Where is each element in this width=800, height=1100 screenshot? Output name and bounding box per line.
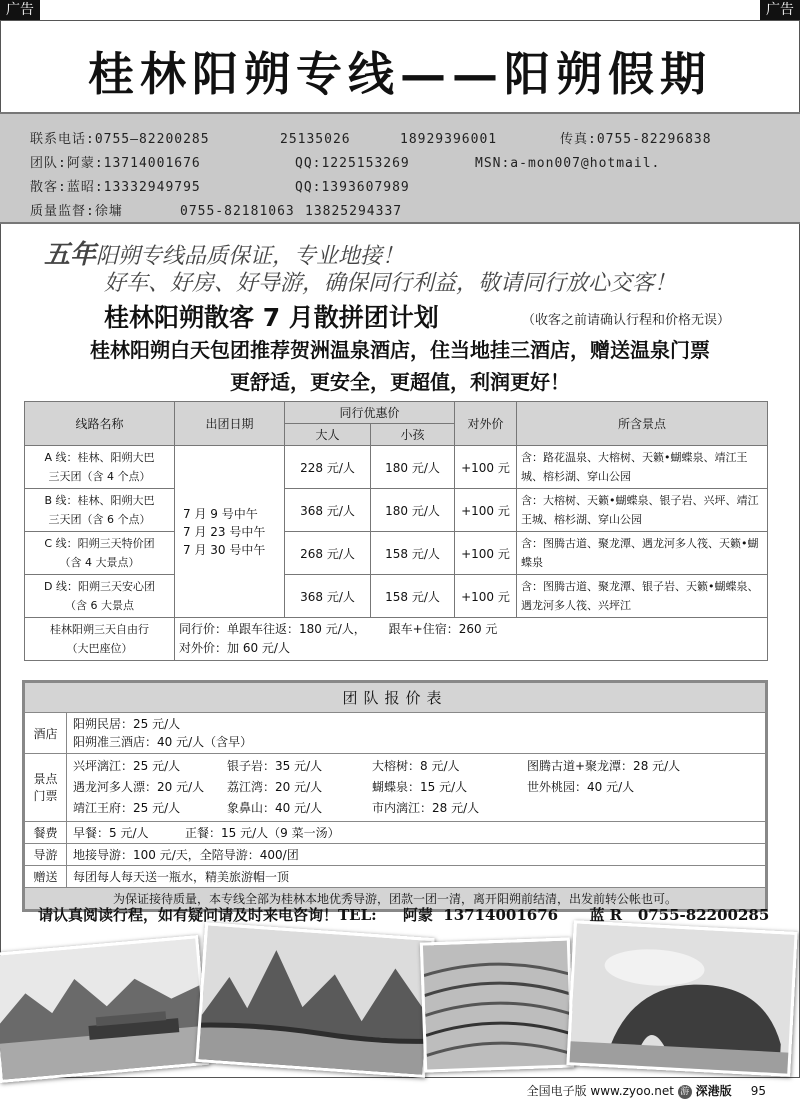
footer-logo-icon: 游 — [678, 1085, 692, 1099]
footer-edition: 深港版 — [695, 1084, 732, 1098]
public-price: +100 元 — [455, 575, 517, 618]
table-row — [25, 446, 768, 489]
page-footer — [527, 1082, 766, 1099]
team-table-footer: 为保证接待质量，本专线全部为桂林本地优秀导游，团款一团一清，离开阳朔前结清，出发前转公帐也可。 — [25, 888, 766, 910]
table-row — [25, 754, 766, 822]
slogan-quality: 五年阳朔专线品质保证，专业地接！ — [44, 240, 405, 270]
child-price: 158 元/人 — [371, 575, 455, 618]
adult-price: 368 元/人 — [285, 489, 371, 532]
contact-row-individual — [30, 176, 410, 195]
fax: 传真:0755-82296838 — [560, 132, 712, 147]
quality-phone: 0755-82181063 — [180, 204, 295, 219]
col-adult: 大人 — [285, 424, 371, 446]
photo-elephant-trunk-hill — [566, 920, 797, 1077]
guide-prices: 地接导游：100 元/天，全陪导游：400/团 — [67, 844, 766, 866]
photo-river-cruise — [0, 935, 209, 1083]
public-price: +100 元 — [455, 446, 517, 489]
adult-price: 368 元/人 — [285, 575, 371, 618]
table-row-free-travel — [25, 618, 768, 661]
col-child: 小孩 — [371, 424, 455, 446]
quality-supervisor: 质量监督:徐墉 — [30, 204, 123, 219]
adult-price: 228 元/人 — [285, 446, 371, 489]
contact-panel — [0, 112, 800, 224]
public-price: +100 元 — [455, 489, 517, 532]
table-row — [25, 575, 768, 618]
col-date: 出团日期 — [175, 402, 285, 446]
route-name: A 线：桂林、阳朔大巴 三天团（含 4 个点） — [25, 446, 175, 489]
col-peer-price: 同行优惠价 — [285, 402, 455, 424]
child-price: 180 元/人 — [371, 446, 455, 489]
child-price: 180 元/人 — [371, 489, 455, 532]
team-contact: 团队:阿蒙:13714001676 — [30, 156, 201, 171]
table-row — [25, 866, 766, 888]
table-row — [25, 822, 766, 844]
table-row — [25, 532, 768, 575]
side-caption — [790, 1000, 798, 1002]
sights: 含：大榕树、天籁•蝴蝶泉、银子岩、兴坪、靖江王城、榕杉湖、穿山公园 — [517, 489, 768, 532]
contact-call-line: 请认真阅读行程，如有疑问请及时来电咨询！TEL: 阿蒙 13714001676 蓝 R 0755-82200285 — [38, 906, 770, 924]
table-row — [25, 844, 766, 866]
free-travel-prices: 同行价：单跟车往返：180 元/人， 跟车+住宿：260 元 对外价：加 60 元/人 — [175, 618, 768, 661]
col-public-price: 对外价 — [455, 402, 517, 446]
col-route: 线路名称 — [25, 402, 175, 446]
meal-label: 餐费 — [25, 822, 67, 844]
ad-label-right: 广告 — [760, 0, 800, 20]
hotel-label: 酒店 — [25, 713, 67, 754]
photo-karst-lake — [195, 922, 434, 1078]
ad-label-left: 广告 — [0, 0, 40, 20]
meal-prices: 早餐：5 元/人 正餐：15 元/人（9 菜一汤） — [67, 822, 766, 844]
plan-title: 桂林阳朔散客 7 月散拼团计划 — [104, 303, 439, 332]
photo-rice-terraces — [420, 937, 574, 1072]
route-name: B 线：桂林、阳朔大巴 三天团（含 6 个点） — [25, 489, 175, 532]
hotel-prices: 阳朔民居：25 元/人 阳朔准三酒店：40 元/人（含早） — [67, 713, 766, 754]
guide-label: 导游 — [25, 844, 67, 866]
departure-dates: 7 月 9 号中午 7 月 23 号中午 7 月 30 号中午 — [175, 446, 285, 618]
page-title: 桂林阳朔专线——阳朔假期 — [88, 47, 712, 101]
individual-contact: 散客:蓝昭:13332949795 — [30, 180, 201, 195]
quality-mobile: 13825294337 — [305, 204, 403, 219]
hotel-recommendation: 桂林阳朔白天包团推荐贺洲温泉酒店，住当地挂三酒店，赠送温泉门票 — [90, 338, 710, 362]
gift-text: 每团每人每天送一瓶水，精美旅游帽一顶 — [67, 866, 766, 888]
phone-2: 25135026 — [280, 132, 351, 147]
team-price-table — [22, 680, 768, 912]
col-sights: 所含景点 — [517, 402, 768, 446]
sights: 含：图腾古道、聚龙潭、银子岩、天籁•蝴蝶泉、遇龙河多人筏、兴坪江 — [517, 575, 768, 618]
route-name: D 线：阳朔三天安心团 （含 6 大景点 — [25, 575, 175, 618]
team-table-title: 团队报价表 — [25, 683, 766, 713]
phone-mobile: 18929396001 — [400, 132, 498, 147]
gift-label: 赠送 — [25, 866, 67, 888]
public-price: +100 元 — [455, 532, 517, 575]
sights-label: 景点门票 — [25, 754, 67, 822]
route-name: 桂林阳朔三天自由行 （大巴座位） — [25, 618, 175, 661]
contact-row-phone — [30, 128, 712, 147]
adult-price: 268 元/人 — [285, 532, 371, 575]
contact-row-team — [30, 152, 660, 171]
page-number: 95 — [750, 1084, 766, 1098]
contact-row-quality — [30, 200, 402, 219]
plan-note: （收客之前请确认行程和价格无误） — [522, 313, 731, 328]
sights: 含：图腾古道、聚龙潭、遇龙河多人筏、天籁•蝴蝶泉 — [517, 532, 768, 575]
sights: 含：路花温泉、大榕树、天籁•蝴蝶泉、靖江王城、榕杉湖、穿山公园 — [517, 446, 768, 489]
phone-main: 联系电话:0755—82200285 — [30, 132, 210, 147]
photo-strip — [0, 926, 800, 1076]
team-msn: MSN:a-mon007@hotmail. — [475, 156, 661, 171]
table-row — [25, 713, 766, 754]
footer-site: 全国电子版 www.zyoo.net — [526, 1084, 674, 1098]
sight-prices: 兴坪漓江：25 元/人 银子岩：35 元/人 大榕树：8 元/人 图腾古道+聚龙潭：28 元/人 遇龙河多人漂：20 元/人 荔江湾：20 元/人 蝴蝶泉：15 元/人 世外桃园：40 元/人 靖江王府：25 元/人 象鼻山：40 元/人 市内漓江：28 元/人 — [67, 754, 766, 822]
value-slogan: 更舒适，更安全，更超值，利润更好！ — [230, 370, 570, 394]
team-qq: QQ:1225153269 — [295, 156, 410, 171]
slogan-service: 好车、好房、好导游，确保同行利益，敬请同行放心交客！ — [104, 271, 677, 296]
route-name: C 线：阳朔三天特价团 （含 4 大景点） — [25, 532, 175, 575]
route-price-table — [24, 401, 768, 661]
individual-qq: QQ:1393607989 — [295, 180, 410, 195]
table-row — [25, 489, 768, 532]
child-price: 158 元/人 — [371, 532, 455, 575]
